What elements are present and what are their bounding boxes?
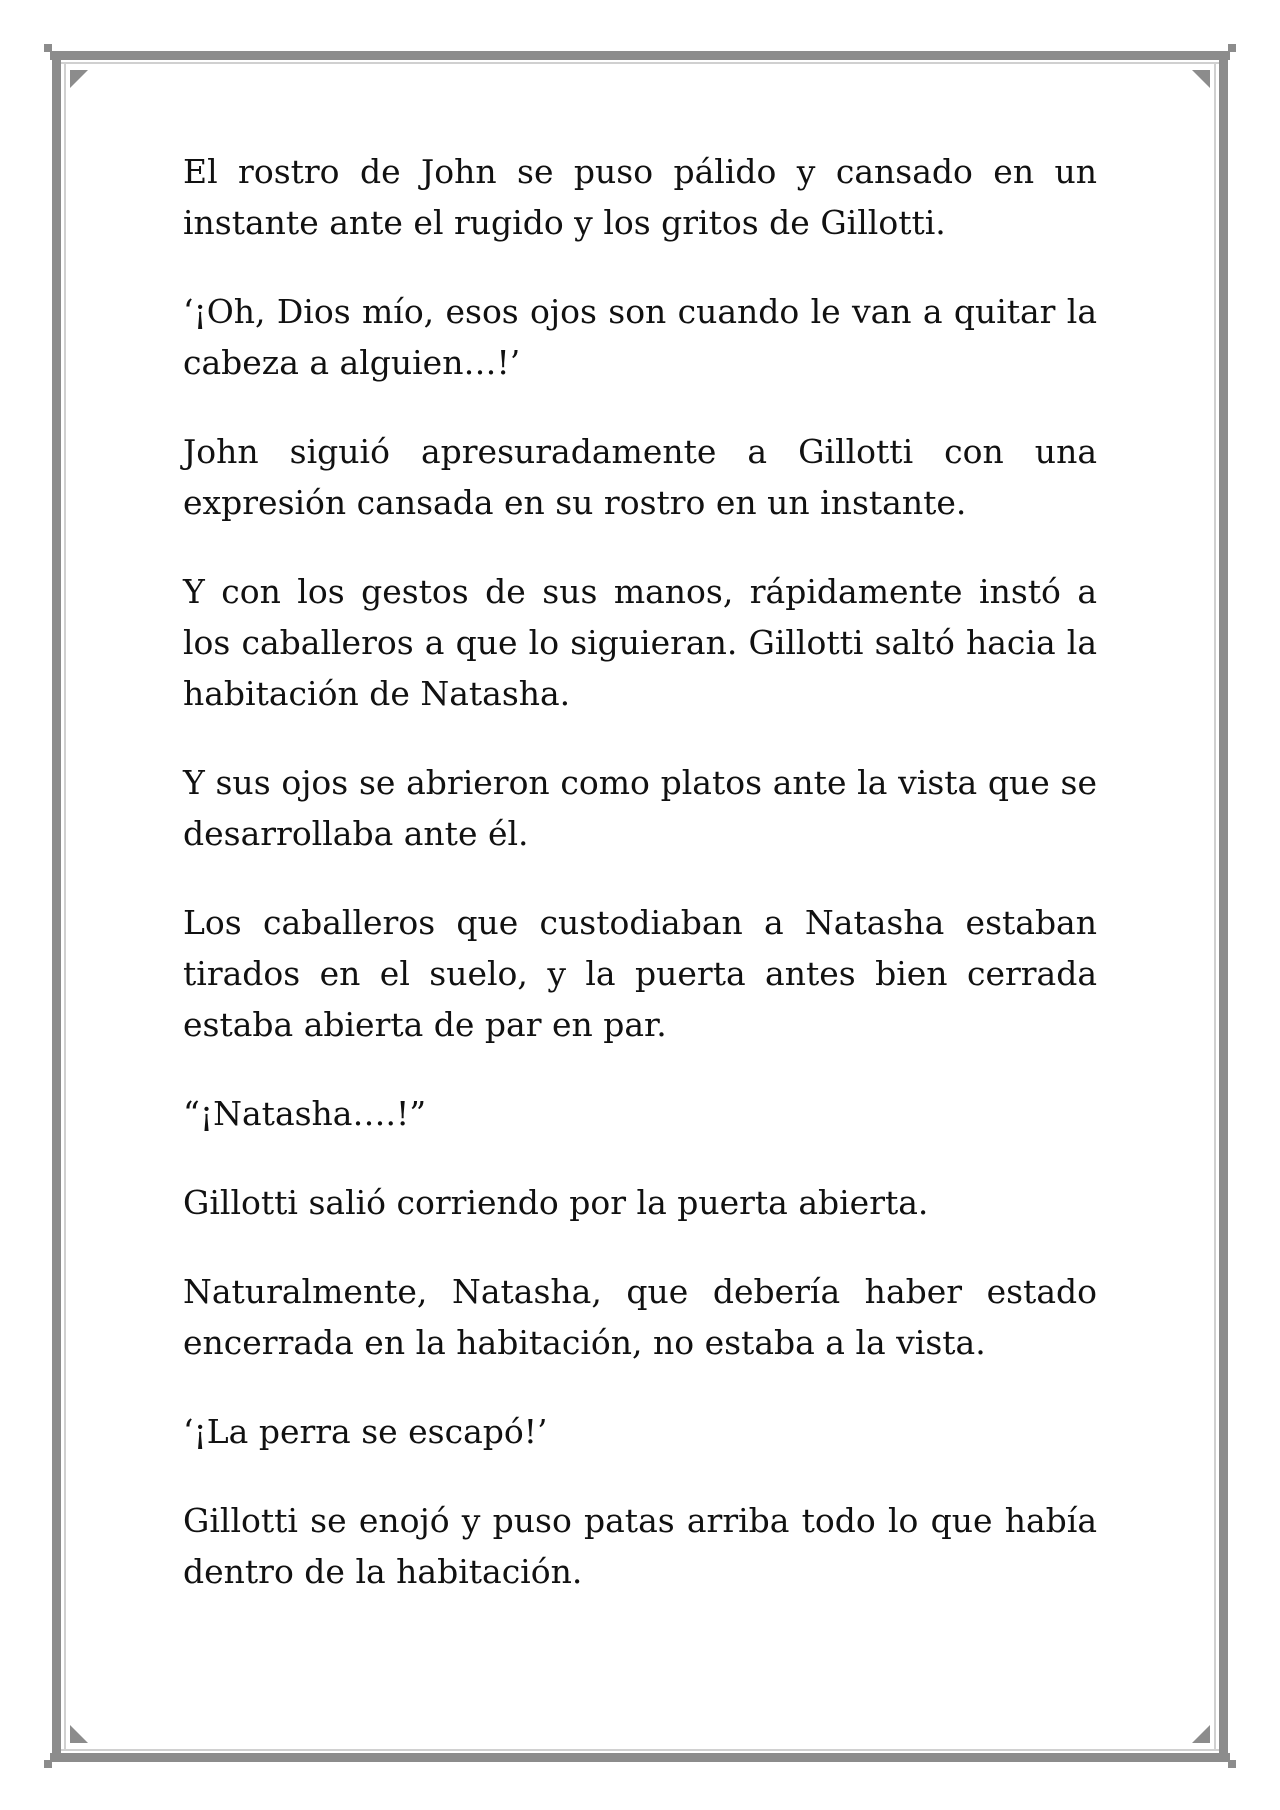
paragraph: Los caballeros que custodiaban a Natasha estaban tirados en el suelo, y la puerta antes bien cerrada estaba abierta de par en par. bbox=[183, 903, 1097, 1044]
frame-corner-ornament-top-left bbox=[44, 44, 52, 52]
paragraph: Gillotti salió corriendo por la puerta abierta. bbox=[183, 1183, 929, 1222]
corner-triangle-bottom-left bbox=[70, 1725, 88, 1743]
paragraph: “¡Natasha….!” bbox=[183, 1094, 427, 1133]
frame-corner-ornament-bottom-left bbox=[44, 1760, 52, 1768]
frame-corner-ornament-bottom-right bbox=[1228, 1760, 1236, 1768]
paragraph: ‘¡Oh, Dios mío, esos ojos son cuando le van a quitar la cabeza a alguien…!’ bbox=[183, 292, 1097, 382]
paragraph: John siguió apresuradamente a Gillotti con una expresión cansada en su rostro en un instante. bbox=[183, 432, 1097, 522]
paragraph: Y sus ojos se abrieron como platos ante la vista que se desarrollaba ante él. bbox=[183, 763, 1097, 853]
frame-border-bottom bbox=[50, 1753, 1230, 1762]
frame-inner-line-top bbox=[61, 62, 1219, 64]
paragraph: Y con los gestos de sus manos, rápidamente instó a los caballeros a que lo siguieran. Gillotti saltó hacia la habitación de Natasha. bbox=[183, 572, 1097, 713]
corner-triangle-top-left bbox=[70, 70, 88, 88]
frame-border-top bbox=[50, 51, 1230, 60]
body-text bbox=[183, 146, 1097, 1635]
frame-inner-line-left bbox=[64, 62, 66, 1751]
frame-inner-line-right bbox=[1214, 62, 1216, 1751]
frame-corner-ornament-top-right bbox=[1228, 44, 1236, 52]
paragraph: Naturalmente, Natasha, que debería haber estado encerrada en la habitación, no estaba a la vista. bbox=[183, 1272, 1097, 1362]
frame-border-right bbox=[1219, 51, 1228, 1762]
paragraph: ‘¡La perra se escapó!’ bbox=[183, 1412, 548, 1451]
corner-triangle-bottom-right bbox=[1192, 1725, 1210, 1743]
paragraph: El rostro de John se puso pálido y cansado en un instante ante el rugido y los gritos de Gillotti. bbox=[183, 152, 1097, 242]
frame-border-left bbox=[52, 51, 61, 1762]
corner-triangle-top-right bbox=[1192, 70, 1210, 88]
paragraph: Gillotti se enojó y puso patas arriba todo lo que había dentro de la habitación. bbox=[183, 1501, 1097, 1591]
frame-inner-line-bottom bbox=[61, 1749, 1219, 1751]
